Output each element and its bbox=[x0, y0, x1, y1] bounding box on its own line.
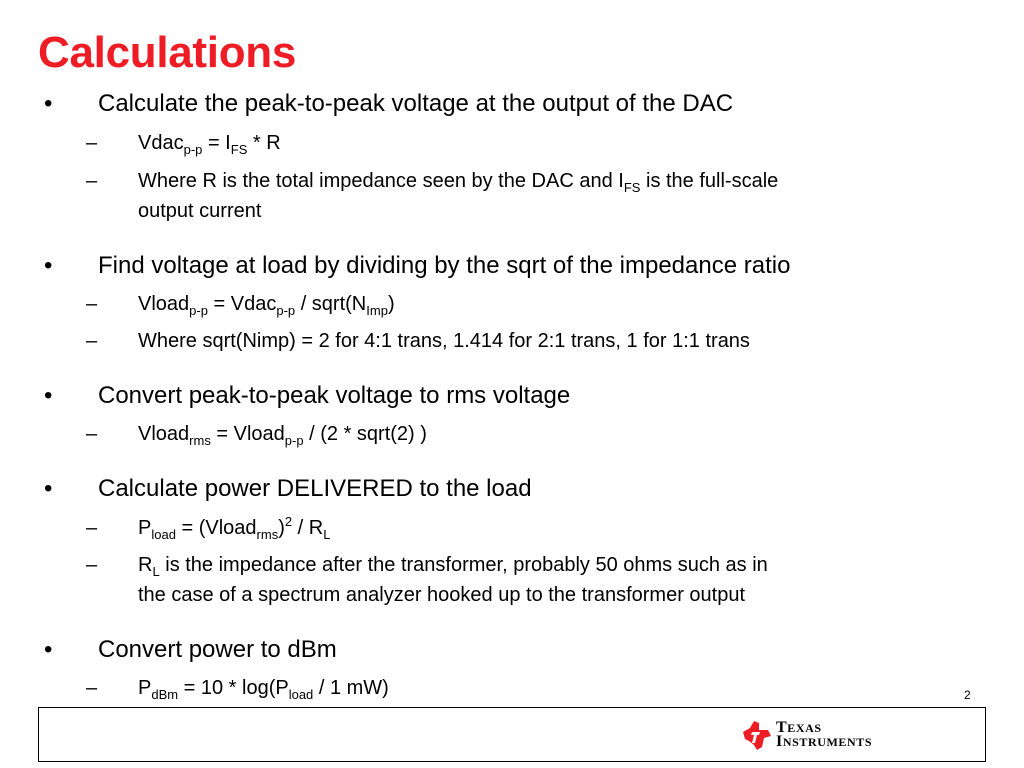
formula-pdbm: $P_{dBm} = 10 * \log(P_{load} / 1$ mW) bbox=[138, 677, 389, 702]
dash-marker: – bbox=[86, 293, 98, 315]
bullet-marker: • bbox=[44, 475, 53, 502]
formula-vload-rms: Vload$_{rms}$ = Vload$_{p-p}$ / (2 * sqrt(2) ) bbox=[138, 423, 427, 448]
dash-marker: – bbox=[86, 330, 98, 352]
bullet-marker: • bbox=[44, 252, 53, 279]
slide-title: Calculations bbox=[38, 28, 297, 77]
sqrt-nimp-note: Where sqrt(Nimp) = 2 for 4:1 trans, 1.414 for 2:1 trans, 1 for 1:1 trans bbox=[138, 330, 750, 352]
bullet-marker: • bbox=[44, 90, 53, 117]
rl-note-line-2: the case of a spectrum analyzer hooked up to the transformer output bbox=[138, 584, 746, 606]
bullet-marker: • bbox=[44, 382, 53, 409]
dash-marker: – bbox=[86, 423, 98, 445]
sub-2-line-2: output current bbox=[138, 200, 262, 222]
texas-instruments-logo bbox=[740, 716, 880, 756]
bullet-4-text: Calculate power DELIVERED to the load bbox=[98, 475, 532, 502]
page-number: 2 bbox=[964, 688, 971, 702]
bullet-1-text: Calculate the peak-to-peak voltage at the output of the DAC bbox=[98, 90, 734, 117]
dash-marker: – bbox=[86, 132, 98, 154]
dash-marker: – bbox=[86, 517, 98, 539]
rl-note-line-1: $R_L$ is the impedance after the transformer, probably 50 ohms such as in bbox=[138, 554, 768, 579]
dash-marker: – bbox=[86, 170, 98, 192]
ti-wordmark: TEXAS INSTRUMENTS bbox=[776, 719, 873, 750]
formula-vdac: Vdac$_{p-p}$ = $I_{FS}$ * R bbox=[138, 132, 281, 157]
bullet-2-text: Find voltage at load by dividing by the sqrt of the impedance ratio bbox=[98, 252, 791, 279]
ti-chip-icon bbox=[740, 718, 774, 752]
formula-pload: $P_{load}$ = (Vload$_{rms}$)$^2$ / $R_L$ bbox=[138, 514, 331, 542]
bullet-5-text: Convert power to dBm bbox=[98, 636, 337, 663]
dash-marker: – bbox=[86, 554, 98, 576]
formula-vload: Vload$_{p-p}$ = Vdac$_{p-p}$ / $sqrt(N_{Imp})$ bbox=[138, 293, 395, 318]
bullet-marker: • bbox=[44, 636, 53, 663]
sub-2-line-1: Where R is the total impedance seen by the DAC and $I_{FS}$ is the full-scale bbox=[138, 170, 779, 195]
bullet-3-text: Convert peak-to-peak voltage to rms voltage bbox=[98, 382, 571, 409]
dash-marker: – bbox=[86, 677, 98, 699]
